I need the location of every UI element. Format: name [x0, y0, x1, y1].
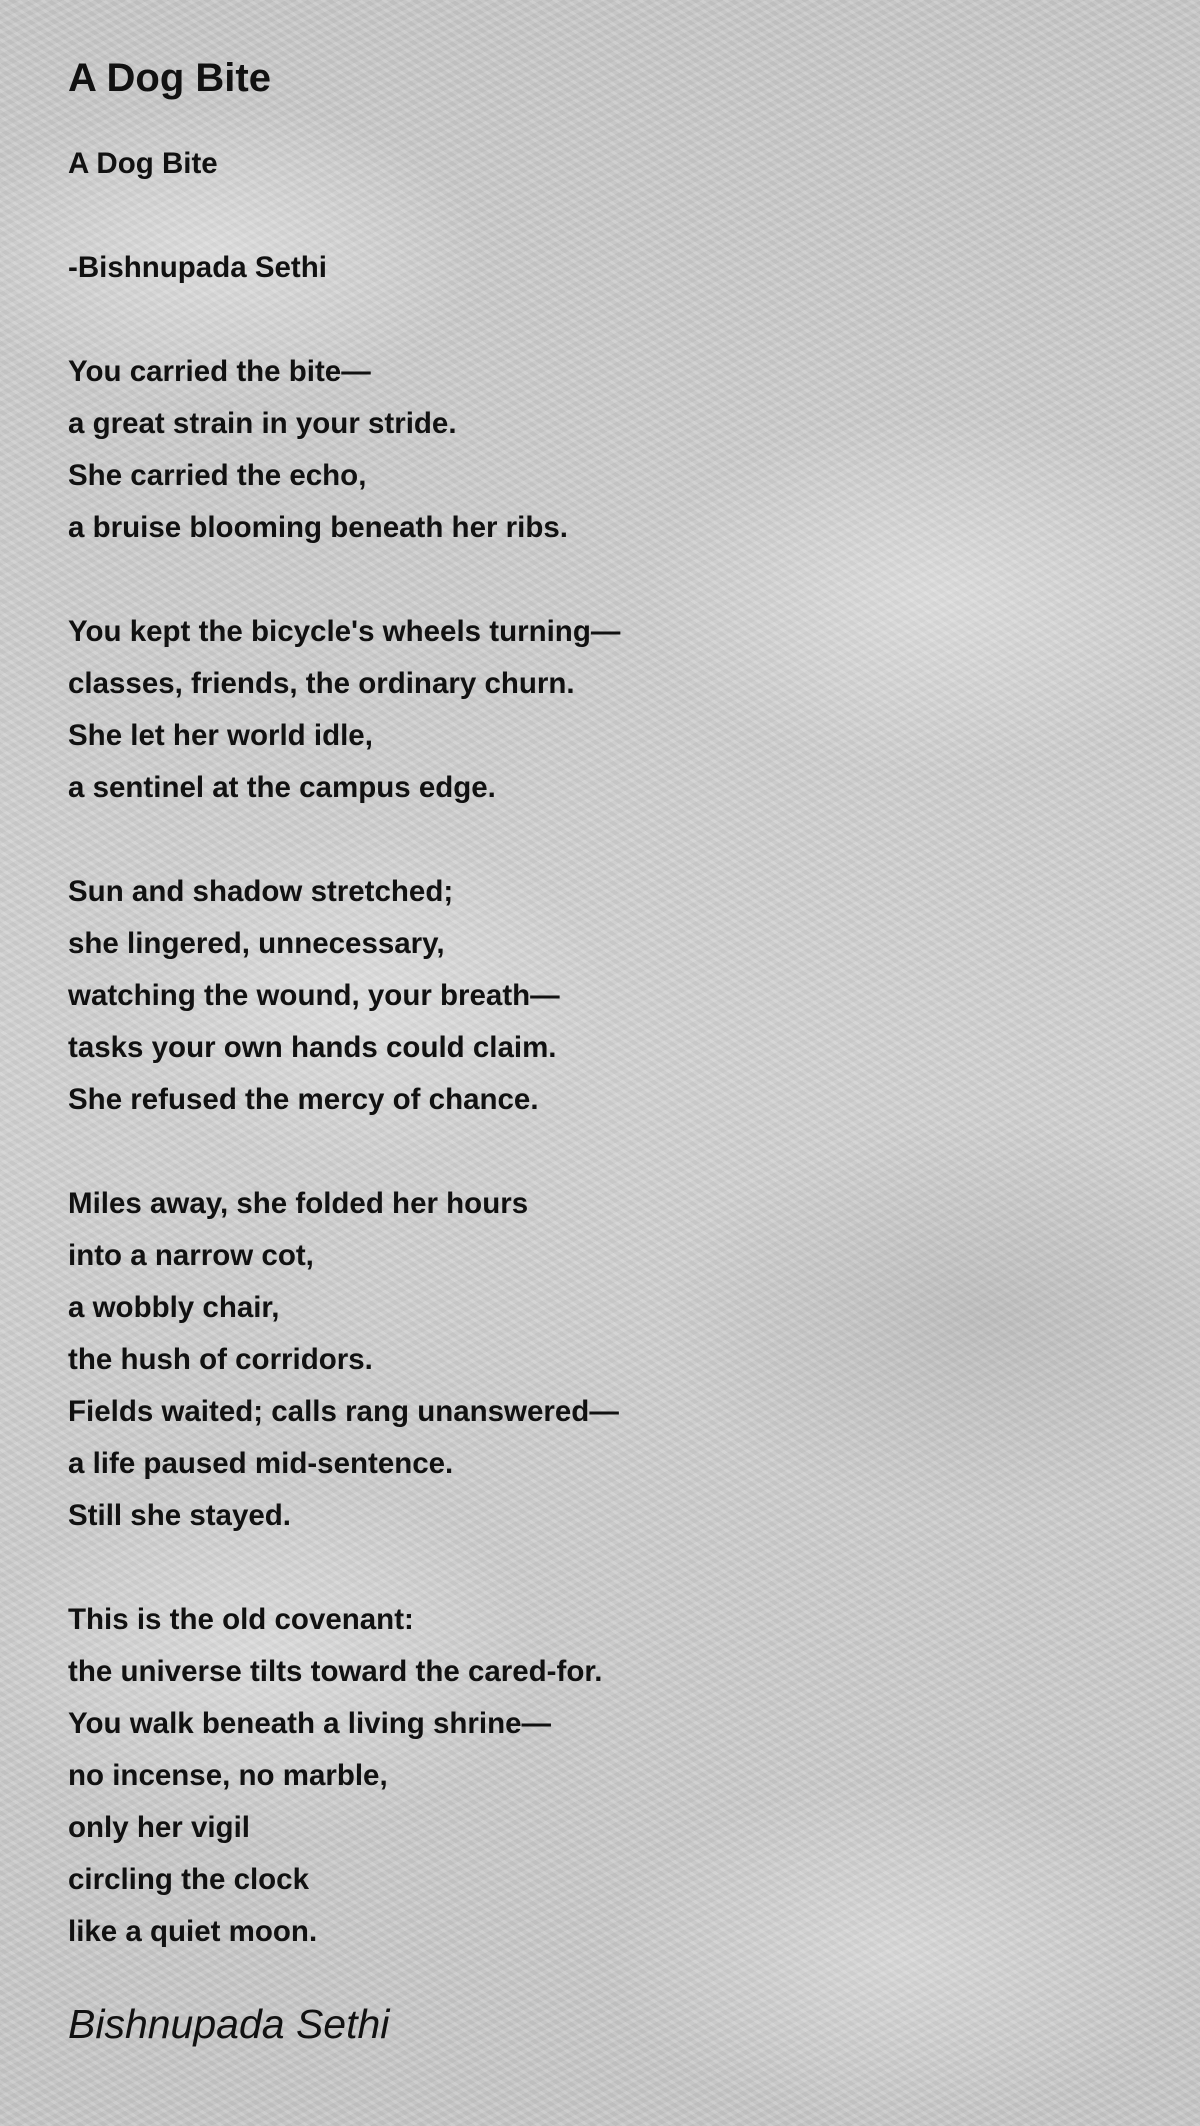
poem-line: She carried the echo,: [68, 459, 367, 492]
page-title: A Dog Bite: [68, 56, 271, 100]
author-signature: Bishnupada Sethi: [68, 2001, 390, 2047]
poem-line: circling the clock: [68, 1863, 309, 1896]
poem-line: a life paused mid-sentence.: [68, 1447, 454, 1480]
poem-stanza: [68, 1594, 1128, 1958]
poem-page: [68, 48, 1128, 2054]
poem-stanza: [68, 346, 1128, 554]
poem-line: You kept the bicycle's wheels turning—: [68, 615, 621, 648]
stanza-break: [68, 1542, 1128, 1594]
poem-line: the universe tilts toward the cared-for.: [68, 1655, 603, 1688]
poem-body: [68, 138, 1128, 1958]
poem-stanza: [68, 1178, 1128, 1542]
poem-line: A Dog Bite: [68, 147, 218, 180]
poem-line: Sun and shadow stretched;: [68, 875, 454, 908]
poem-stanza: [68, 242, 1128, 294]
poem-line: She refused the mercy of chance.: [68, 1083, 539, 1116]
poem-line: Still she stayed.: [68, 1499, 291, 1532]
poem-line: she lingered, unnecessary,: [68, 927, 445, 960]
poem-line: into a narrow cot,: [68, 1239, 314, 1272]
stanza-break: [68, 554, 1128, 606]
poem-line: a sentinel at the campus edge.: [68, 771, 496, 804]
poem-line: tasks your own hands could claim.: [68, 1031, 557, 1064]
poem-line: no incense, no marble,: [68, 1759, 388, 1792]
poem-line: -Bishnupada Sethi: [68, 251, 327, 284]
poem-line: watching the wound, your breath—: [68, 979, 560, 1012]
poem-line: You walk beneath a living shrine—: [68, 1707, 552, 1740]
poem-line: only her vigil: [68, 1811, 250, 1844]
stanza-break: [68, 814, 1128, 866]
poem-stanza: [68, 138, 1128, 190]
stanza-break: [68, 1126, 1128, 1178]
poem-line: the hush of corridors.: [68, 1343, 373, 1376]
poem-line: like a quiet moon.: [68, 1915, 318, 1948]
poem-line: She let her world idle,: [68, 719, 373, 752]
poem-stanza: [68, 606, 1128, 814]
poem-line: Fields waited; calls rang unanswered—: [68, 1395, 619, 1428]
poem-line: You carried the bite—: [68, 355, 371, 388]
poem-line: a great strain in your stride.: [68, 407, 457, 440]
poem-line: This is the old covenant:: [68, 1603, 414, 1636]
stanza-break: [68, 190, 1128, 242]
poem-line: a wobbly chair,: [68, 1291, 280, 1324]
poem-line: a bruise blooming beneath her ribs.: [68, 511, 568, 544]
stanza-break: [68, 294, 1128, 346]
poem-stanza: [68, 866, 1128, 1126]
poem-line: classes, friends, the ordinary churn.: [68, 667, 575, 700]
poem-line: Miles away, she folded her hours: [68, 1187, 529, 1220]
